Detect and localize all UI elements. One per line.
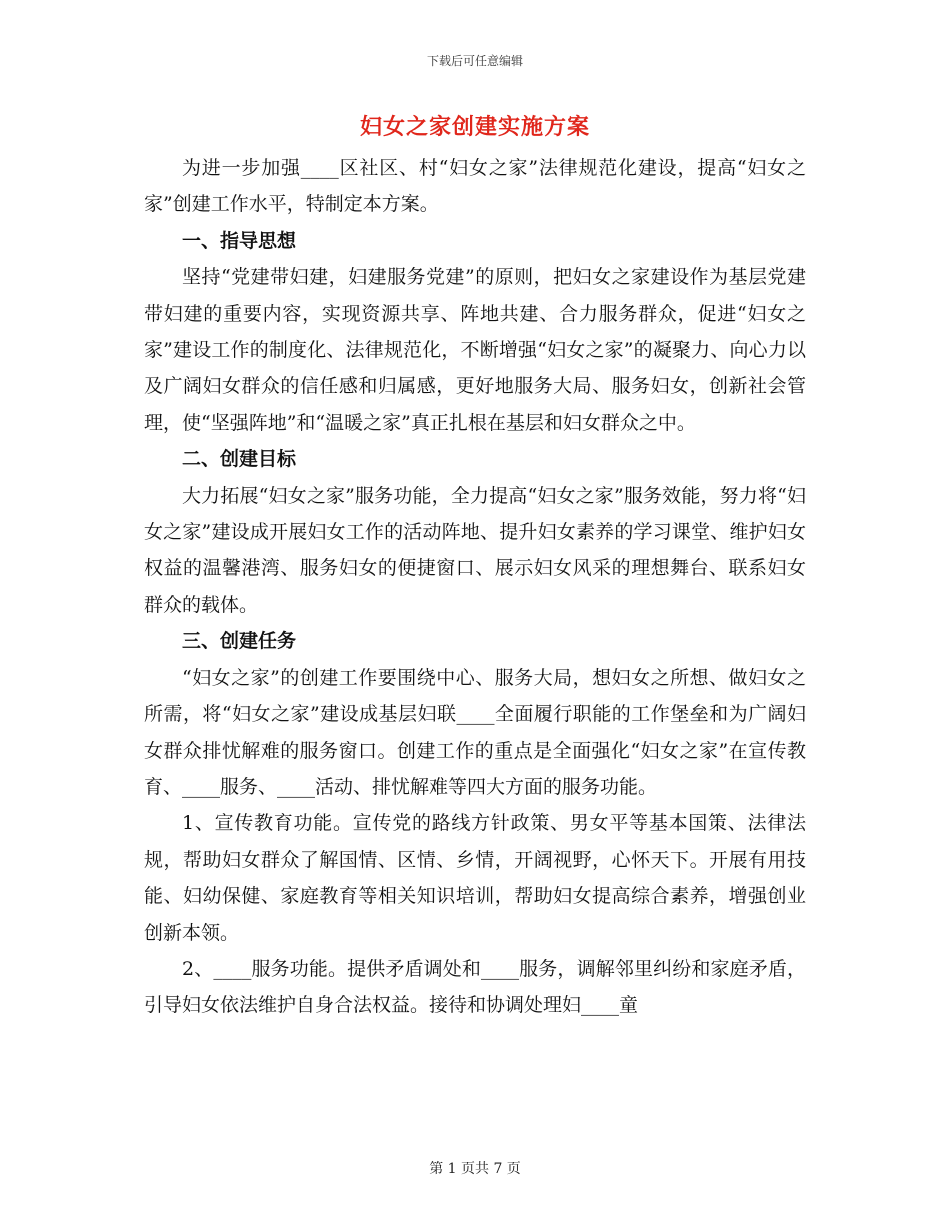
- section-paragraph: 坚持“党建带妇建，妇建服务党建”的原则，把妇女之家建设作为基层党建带妇建的重要内容，实现资源共享、阵地共建、合力服务群众，促进“妇女之家”建设工作的制度化、法律规范化，不断增强“妇女之家”的凝聚力、向心力以及广阔妇女群众的信任感和归属感，更好地服务大局、服务妇女，创新社会管理，使“坚强阵地”和“温暖之家”真正扎根在基层和妇女群众之中。: [144, 266, 806, 434]
- section-paragraph: 2、____服务功能。提供矛盾调处和____服务，调解邻里纠纷和家庭矛盾，引导妇女依法维护自身合法权益。接待和协调处理妇____童: [144, 957, 806, 1017]
- page-number: 第 1 页共 7 页: [429, 1161, 521, 1177]
- section-paragraph: “妇女之家”的创建工作要围绕中心、服务大局，想妇女之所想、做妇女之所需，将“妇女之家”建设成基层妇联____全面履行职能的工作堡垒和为广阔妇女群众排忧解难的服务窗口。创建工作的重点是全面强化“妇女之家”在宣传教育、____服务、____活动、排忧解难等四大方面的服务功能。: [144, 666, 806, 798]
- intro-paragraph: 为进一步加强____区社区、村“妇女之家”法律规范化建设，提高“妇女之家”创建工作水平，特制定本方案。: [144, 157, 806, 216]
- document-title: 妇女之家创建实施方案: [359, 114, 590, 140]
- section-heading-goals: 二、创建目标: [182, 448, 297, 471]
- document-body: [144, 150, 806, 1024]
- section-paragraph: 大力拓展“妇女之家”服务功能，全力提高“妇女之家”服务效能，努力将“妇女之家”建设成开展妇女工作的活动阵地、提升妇女素养的学习课堂、维护妇女权益的温馨港湾、服务妇女的便捷窗口、展示妇女风采的理想舞台、联系妇女群众的载体。: [144, 484, 806, 616]
- page-header-note: 下载后可任意编辑: [426, 54, 523, 68]
- section-heading-tasks: 三、创建任务: [182, 630, 297, 653]
- section-paragraph: 1、宣传教育功能。宣传党的路线方针政策、男女平等基本国策、法律法规，帮助妇女群众了解国情、区情、乡情，开阔视野，心怀天下。开展有用技能、妇幼保健、家庭教育等相关知识培训，帮助妇女提高综合素养，增强创业创新本领。: [144, 812, 806, 944]
- section-heading-guiding-ideology: 一、指导思想: [182, 229, 297, 252]
